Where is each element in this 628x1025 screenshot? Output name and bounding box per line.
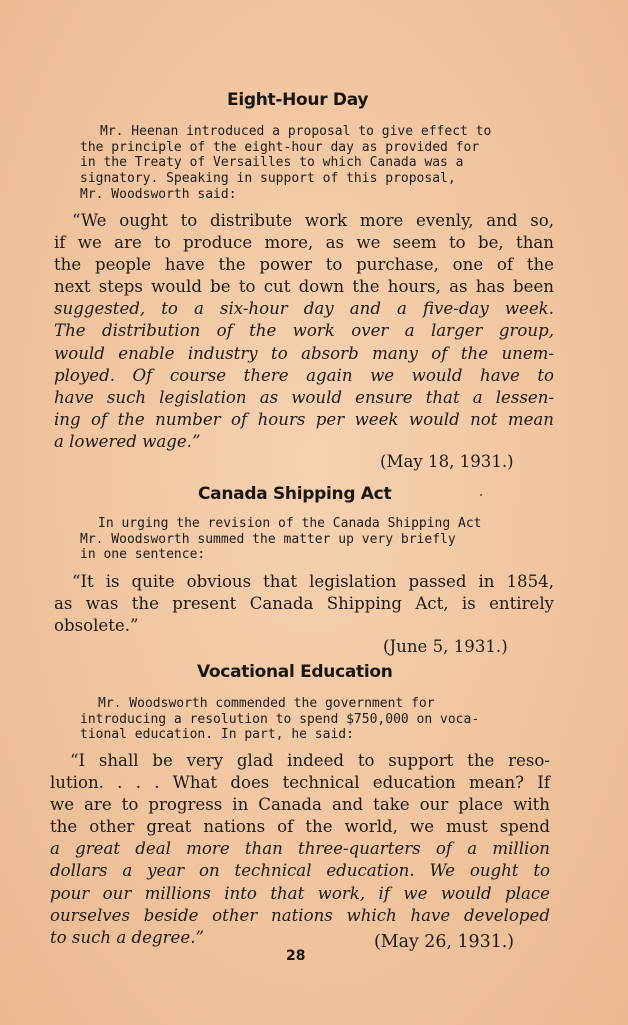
- quote-line: obsolete.”: [54, 616, 139, 636]
- quote-paragraph-canada-shipping-act: [54, 571, 554, 637]
- quote-line: The distribution of the work over a larger group,: [54, 321, 554, 341]
- page-number: 28: [286, 948, 306, 964]
- quote-line: a lowered wage.”: [54, 431, 201, 451]
- intro-line: Mr. Woodsworth commended the government for: [98, 696, 435, 711]
- quote-line: lution. . . . What does technical education mean? If: [50, 773, 550, 793]
- intro-paragraph-canada-shipping-act: [80, 516, 540, 563]
- quote-line: ployed. Of course there again we would have to: [54, 365, 554, 385]
- quote-line: ourselves beside other nations which have developed: [50, 905, 550, 925]
- date-canada-shipping-act: (June 5, 1931.): [383, 637, 508, 656]
- quote-line: as was the present Canada Shipping Act, is entirely: [54, 594, 554, 614]
- quote-line: the other great nations of the world, we must spend: [50, 817, 550, 837]
- quote-line: would enable industry to absorb many of the unem-: [54, 343, 554, 363]
- intro-line: tional education. In part, he said:: [80, 727, 354, 743]
- intro-line: the principle of the eight-hour day as provided for: [80, 139, 480, 155]
- intro-line: In urging the revision of the Canada Shipping Act: [98, 516, 482, 531]
- quote-line: pour our millions into that work, if we would place: [50, 883, 550, 903]
- quote-paragraph-eight-hour-day: [54, 210, 554, 453]
- quote-paragraph-vocational-education: [50, 750, 550, 949]
- quote-line: suggested, to a six-hour day and a five-day week.: [54, 299, 554, 319]
- quote-line: “It is quite obvious that legislation passed in 1854,: [72, 572, 554, 591]
- quote-line: ing of the number of hours per week would not mean: [54, 409, 554, 429]
- date-vocational-education: (May 26, 1931.): [374, 932, 515, 952]
- intro-paragraph-eight-hour-day: [80, 124, 540, 203]
- quote-line: “I shall be very glad indeed to support the reso-: [70, 751, 550, 770]
- section-heading-eight-hour-day: Eight-Hour Day: [227, 90, 369, 110]
- quote-line: have such legislation as would ensure that a lessen-: [54, 387, 554, 407]
- quote-line: “We ought to distribute work more evenly, and so,: [72, 211, 554, 230]
- date-eight-hour-day: (May 18, 1931.): [380, 452, 514, 471]
- intro-line: introducing a resolution to spend $750,000 on voca-: [80, 711, 480, 727]
- quote-line: to such a degree.”: [50, 927, 204, 947]
- print-speck: [480, 494, 482, 496]
- quote-line: if we are to produce more, as we seem to be, than: [54, 233, 554, 253]
- quote-line: the people have the power to purchase, one of the: [54, 255, 554, 275]
- intro-line: signatory. Speaking in support of this proposal,: [80, 171, 456, 187]
- intro-line: Mr. Woodsworth summed the matter up very briefly: [80, 531, 456, 547]
- intro-paragraph-vocational-education: [80, 696, 540, 743]
- intro-line: in the Treaty of Versailles to which Canada was a: [80, 155, 464, 171]
- quote-line: dollars a year on technical education. We ought to: [50, 861, 550, 881]
- intro-line: in one sentence:: [80, 547, 206, 563]
- section-heading-vocational-education: Vocational Education: [197, 662, 393, 682]
- intro-line: Mr. Woodsworth said:: [80, 186, 237, 202]
- quote-line: we are to progress in Canada and take our place with: [50, 795, 550, 815]
- quote-line: next steps would be to cut down the hours, as has been: [54, 277, 554, 297]
- intro-line: Mr. Heenan introduced a proposal to give effect to: [100, 124, 492, 139]
- section-heading-canada-shipping-act: Canada Shipping Act: [198, 484, 392, 504]
- quote-line: a great deal more than three-quarters of a million: [50, 839, 550, 859]
